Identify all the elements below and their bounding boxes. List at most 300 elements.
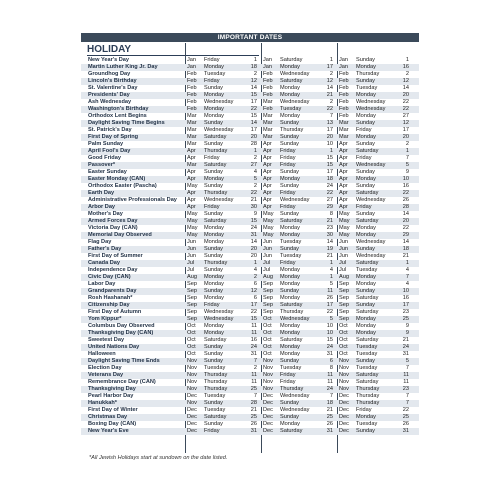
date-weekday: Monday xyxy=(280,421,300,427)
date-weekday: Sunday xyxy=(204,400,223,406)
date-weekday: Friday xyxy=(204,78,220,84)
table-row xyxy=(81,141,419,148)
date-month: Feb xyxy=(339,92,349,98)
holiday-name: Arbor Day xyxy=(88,204,116,210)
date-day: 21 xyxy=(250,407,257,413)
date-month: Apr xyxy=(339,148,348,154)
date-month: Apr xyxy=(187,190,196,196)
date-weekday: Wednesday xyxy=(356,239,386,245)
date-day: 24 xyxy=(250,344,257,350)
table-row xyxy=(81,267,419,274)
date-weekday: Friday xyxy=(280,379,296,385)
date-weekday: Monday xyxy=(280,351,300,357)
date-weekday: Sunday xyxy=(356,288,375,294)
date-weekday: Monday xyxy=(280,295,300,301)
holiday-name: Palm Sunday xyxy=(88,141,124,147)
date-day: 31 xyxy=(326,351,333,357)
date-day: 11 xyxy=(251,379,257,385)
date-day: 20 xyxy=(250,253,257,259)
date-day: 1 xyxy=(329,260,333,266)
date-weekday: Wednesday xyxy=(280,197,310,203)
date-day: 14 xyxy=(402,85,409,91)
date-month: Apr xyxy=(339,162,348,168)
date-day: 15 xyxy=(326,337,333,343)
date-month: Sep xyxy=(187,302,197,308)
holiday-name: Independence Day xyxy=(88,267,138,273)
date-weekday: Monday xyxy=(280,323,300,329)
holiday-name: Christmas Day xyxy=(88,414,128,420)
date-month: Apr xyxy=(263,176,272,182)
holiday-name: Washington's Birthday xyxy=(88,106,149,112)
date-day: 2 xyxy=(253,183,257,189)
date-day: 9 xyxy=(405,169,409,175)
date-month: May xyxy=(339,225,350,231)
date-day: 9 xyxy=(253,211,257,217)
date-weekday: Monday xyxy=(280,267,300,273)
date-day: 26 xyxy=(402,197,409,203)
date-day: 28 xyxy=(250,141,257,147)
date-day: 2 xyxy=(405,71,409,77)
date-weekday: Monday xyxy=(280,225,300,231)
date-day: 7 xyxy=(405,400,409,406)
date-day: 22 xyxy=(250,106,257,112)
date-month: Dec xyxy=(339,407,349,413)
date-month: Apr xyxy=(339,190,348,196)
date-day: 14 xyxy=(402,211,409,217)
date-weekday: Sunday xyxy=(280,288,299,294)
footnote: *All Jewish Holidays start at sundown on the date listed. xyxy=(89,455,228,461)
date-month: Jul xyxy=(263,260,271,266)
date-weekday: Sunday xyxy=(280,400,299,406)
date-day: 25 xyxy=(250,386,257,392)
table-row xyxy=(81,358,419,365)
holiday-name: Labor Day xyxy=(88,281,116,287)
date-month: Jun xyxy=(263,253,273,259)
date-month: Oct xyxy=(187,344,196,350)
date-month: Mar xyxy=(263,120,273,126)
date-day: 4 xyxy=(405,281,409,287)
date-month: Nov xyxy=(187,365,197,371)
date-day: 11 xyxy=(327,288,333,294)
date-day: 22 xyxy=(402,99,409,105)
date-weekday: Monday xyxy=(204,232,224,238)
date-month: Dec xyxy=(187,414,197,420)
date-month: Nov xyxy=(339,372,349,378)
date-month: Sep xyxy=(187,316,197,322)
date-month: May xyxy=(187,183,198,189)
table-row xyxy=(81,337,419,344)
date-weekday: Tuesday xyxy=(356,351,378,357)
holiday-name: Presidents' Day xyxy=(88,92,130,98)
date-weekday: Monday xyxy=(356,92,376,98)
holiday-name: Easter Sunday xyxy=(88,169,127,175)
date-day: 2 xyxy=(253,155,257,161)
date-day: 20 xyxy=(250,246,257,252)
holiday-name: New Year's Day xyxy=(88,57,130,63)
date-weekday: Monday xyxy=(280,344,300,350)
date-month: Sep xyxy=(339,288,349,294)
date-day: 7 xyxy=(329,393,333,399)
holiday-name: Citizenship Day xyxy=(88,302,130,308)
date-month: Jun xyxy=(263,239,273,245)
date-day: 12 xyxy=(326,78,333,84)
table-row xyxy=(81,407,419,414)
date-weekday: Saturday xyxy=(356,309,379,315)
date-month: Dec xyxy=(187,407,197,413)
date-weekday: Friday xyxy=(280,190,296,196)
date-day: 17 xyxy=(326,127,333,133)
date-weekday: Sunday xyxy=(204,169,223,175)
date-weekday: Friday xyxy=(356,204,372,210)
date-day: 2 xyxy=(329,99,333,105)
date-weekday: Wednesday xyxy=(356,99,386,105)
date-month: May xyxy=(339,211,350,217)
date-day: 24 xyxy=(250,225,257,231)
date-weekday: Wednesday xyxy=(280,393,310,399)
date-weekday: Sunday xyxy=(204,358,223,364)
date-day: 29 xyxy=(326,204,333,210)
date-month: Feb xyxy=(187,85,197,91)
date-day: 2 xyxy=(329,71,333,77)
table-row xyxy=(81,330,419,337)
table-row xyxy=(81,400,419,407)
date-day: 18 xyxy=(402,246,409,252)
date-day: 20 xyxy=(402,92,409,98)
date-day: 17 xyxy=(250,302,257,308)
date-weekday: Saturday xyxy=(204,414,227,420)
date-day: 23 xyxy=(326,225,333,231)
date-weekday: Wednesday xyxy=(356,197,386,203)
date-weekday: Thursday xyxy=(204,260,228,266)
date-month: Jun xyxy=(339,253,349,259)
date-weekday: Thursday xyxy=(204,190,228,196)
date-weekday: Sunday xyxy=(356,358,375,364)
table-row xyxy=(81,64,419,71)
date-day: 1 xyxy=(405,260,409,266)
table-row xyxy=(81,428,419,435)
date-day: 4 xyxy=(405,267,409,273)
holiday-name: Rosh Hashanah* xyxy=(88,295,133,301)
holiday-title: HOLIDAY xyxy=(87,44,132,55)
date-month: Mar xyxy=(263,127,273,133)
table-row xyxy=(81,169,419,176)
date-month: Mar xyxy=(263,113,273,119)
date-weekday: Sunday xyxy=(204,246,223,252)
date-weekday: Saturday xyxy=(356,379,379,385)
date-day: 15 xyxy=(250,92,257,98)
date-day: 1 xyxy=(253,148,257,154)
holiday-name: Orthodox Easter (Pascha) xyxy=(88,183,157,189)
date-day: 31 xyxy=(326,428,333,434)
date-month: Feb xyxy=(187,106,197,112)
table-row xyxy=(81,190,419,197)
date-day: 7 xyxy=(253,358,257,364)
holiday-name: Lincoln's Birthday xyxy=(88,78,137,84)
holiday-name: Daylight Saving Time Begins xyxy=(88,120,165,126)
date-weekday: Wednesday xyxy=(280,316,310,322)
date-day: 6 xyxy=(329,358,333,364)
date-day: 24 xyxy=(402,344,409,350)
date-day: 11 xyxy=(403,379,409,385)
date-day: 25 xyxy=(402,316,409,322)
date-day: 2 xyxy=(253,274,257,280)
date-month: Jun xyxy=(263,246,273,252)
table-row xyxy=(81,232,419,239)
date-weekday: Monday xyxy=(356,225,376,231)
date-weekday: Wednesday xyxy=(204,99,234,105)
date-month: Jan xyxy=(263,57,273,63)
date-weekday: Monday xyxy=(356,281,376,287)
holiday-name: Remembrance Day (CAN) xyxy=(88,379,156,385)
holiday-name: Civic Day (CAN) xyxy=(88,274,131,280)
holiday-name: New Year's Eve xyxy=(88,428,129,434)
holiday-name: Groundhog Day xyxy=(88,71,131,77)
date-month: Mar xyxy=(339,127,349,133)
date-month: Feb xyxy=(339,106,349,112)
table-row xyxy=(81,316,419,323)
table-row xyxy=(81,274,419,281)
date-month: Jan xyxy=(339,57,349,63)
date-day: 5 xyxy=(329,316,333,322)
date-month: Feb xyxy=(187,92,197,98)
date-month: Dec xyxy=(339,421,349,427)
date-weekday: Thursday xyxy=(356,71,380,77)
table-row xyxy=(81,120,419,127)
date-month: Dec xyxy=(263,393,273,399)
date-day: 1 xyxy=(405,57,409,63)
date-day: 21 xyxy=(402,253,409,259)
table-row xyxy=(81,197,419,204)
date-weekday: Monday xyxy=(280,92,300,98)
date-month: Feb xyxy=(263,78,273,84)
date-month: Apr xyxy=(187,176,196,182)
date-month: Aug xyxy=(187,274,197,280)
date-day: 29 xyxy=(402,232,409,238)
date-weekday: Thursday xyxy=(356,393,380,399)
date-day: 11 xyxy=(327,379,333,385)
date-weekday: Friday xyxy=(204,155,220,161)
table-row xyxy=(81,176,419,183)
date-weekday: Saturday xyxy=(356,218,379,224)
date-day: 10 xyxy=(326,323,333,329)
date-month: Jan xyxy=(263,64,273,70)
date-weekday: Tuesday xyxy=(356,267,378,273)
holiday-name: Sweetest Day xyxy=(88,337,125,343)
date-day: 2 xyxy=(253,71,257,77)
date-month: Sep xyxy=(339,309,349,315)
date-month: Nov xyxy=(263,379,273,385)
date-weekday: Thursday xyxy=(356,400,380,406)
date-day: 2 xyxy=(253,365,257,371)
date-weekday: Monday xyxy=(204,330,224,336)
date-month: Apr xyxy=(263,204,272,210)
date-day: 25 xyxy=(250,414,257,420)
date-month: Mar xyxy=(339,120,349,126)
date-day: 16 xyxy=(250,337,257,343)
date-day: 22 xyxy=(402,407,409,413)
date-weekday: Friday xyxy=(280,260,296,266)
holiday-name: Halloween xyxy=(88,351,116,357)
table-row xyxy=(81,225,419,232)
holiday-name: St. Valentine's Day xyxy=(88,85,138,91)
date-weekday: Monday xyxy=(204,323,224,329)
date-month: Nov xyxy=(187,386,197,392)
holiday-name: Veterans Day xyxy=(88,372,124,378)
date-day: 21 xyxy=(326,218,333,224)
date-day: 26 xyxy=(402,421,409,427)
date-month: Apr xyxy=(339,183,348,189)
date-weekday: Tuesday xyxy=(204,365,226,371)
table-row xyxy=(81,239,419,246)
date-weekday: Thursday xyxy=(204,386,228,392)
date-day: 30 xyxy=(250,204,257,210)
holiday-name: First Day of Winter xyxy=(88,407,138,413)
date-day: 22 xyxy=(250,190,257,196)
date-month: Mar xyxy=(187,134,197,140)
date-month: Jan xyxy=(187,57,197,63)
date-weekday: Tuesday xyxy=(204,407,226,413)
date-day: 18 xyxy=(326,176,333,182)
date-month: Apr xyxy=(263,155,272,161)
date-weekday: Friday xyxy=(356,407,372,413)
date-month: Oct xyxy=(339,344,348,350)
date-day: 27 xyxy=(402,113,409,119)
date-weekday: Wednesday xyxy=(204,127,234,133)
date-day: 9 xyxy=(405,330,409,336)
date-month: Nov xyxy=(187,400,197,406)
date-day: 22 xyxy=(402,106,409,112)
date-day: 7 xyxy=(405,393,409,399)
important-dates-sheet xyxy=(81,33,419,464)
date-day: 26 xyxy=(326,295,333,301)
date-month: Jun xyxy=(187,239,197,245)
date-weekday: Saturday xyxy=(280,428,303,434)
date-month: Apr xyxy=(187,197,196,203)
date-weekday: Monday xyxy=(280,281,300,287)
date-day: 4 xyxy=(329,267,333,273)
table-row xyxy=(81,99,419,106)
date-weekday: Monday xyxy=(280,330,300,336)
date-day: 14 xyxy=(326,85,333,91)
date-weekday: Sunday xyxy=(356,141,375,147)
date-day: 16 xyxy=(402,295,409,301)
date-month: Feb xyxy=(339,113,349,119)
date-weekday: Monday xyxy=(204,239,224,245)
date-month: Sep xyxy=(263,295,273,301)
date-day: 11 xyxy=(251,372,257,378)
date-weekday: Saturday xyxy=(356,260,379,266)
holiday-name: Orthodox Lent Begins xyxy=(88,113,147,119)
date-day: 10 xyxy=(402,288,409,294)
date-weekday: Friday xyxy=(204,204,220,210)
date-weekday: Sunday xyxy=(356,302,375,308)
date-month: May xyxy=(263,225,274,231)
date-month: Feb xyxy=(263,85,273,91)
date-weekday: Saturday xyxy=(356,148,379,154)
date-month: Sep xyxy=(263,309,273,315)
date-day: 1 xyxy=(253,57,257,63)
date-day: 8 xyxy=(329,211,333,217)
date-weekday: Monday xyxy=(356,113,376,119)
table-row xyxy=(81,78,419,85)
date-day: 24 xyxy=(326,386,333,392)
holiday-name: Good Friday xyxy=(88,155,121,161)
date-weekday: Sunday xyxy=(356,169,375,175)
table-row xyxy=(81,323,419,330)
holiday-name: Boxing Day (CAN) xyxy=(88,421,137,427)
date-month: Oct xyxy=(187,330,196,336)
date-month: Mar xyxy=(187,127,197,133)
date-weekday: Monday xyxy=(356,134,376,140)
date-month: Nov xyxy=(187,379,197,385)
date-weekday: Sunday xyxy=(204,211,223,217)
date-month: Dec xyxy=(339,400,349,406)
holiday-name: Father's Day xyxy=(88,246,122,252)
date-weekday: Saturday xyxy=(204,134,227,140)
date-month: Oct xyxy=(263,351,272,357)
date-month: Nov xyxy=(263,372,273,378)
date-weekday: Sunday xyxy=(356,428,375,434)
table-row xyxy=(81,106,419,113)
date-weekday: Friday xyxy=(356,127,372,133)
date-month: Apr xyxy=(339,155,348,161)
table-row xyxy=(81,127,419,134)
date-month: Nov xyxy=(339,386,349,392)
date-month: Feb xyxy=(263,92,273,98)
date-day: 23 xyxy=(402,309,409,315)
date-day: 21 xyxy=(250,197,257,203)
date-day: 17 xyxy=(326,169,333,175)
date-month: Dec xyxy=(187,421,197,427)
date-day: 5 xyxy=(253,176,257,182)
date-weekday: Saturday xyxy=(204,337,227,343)
date-month: Apr xyxy=(263,162,272,168)
date-month: Oct xyxy=(263,316,272,322)
date-weekday: Saturday xyxy=(280,78,303,84)
date-weekday: Sunday xyxy=(356,183,375,189)
date-weekday: Wednesday xyxy=(356,253,386,259)
date-month: May xyxy=(339,232,350,238)
date-weekday: Sunday xyxy=(204,351,223,357)
table-row xyxy=(81,421,419,428)
date-day: 1 xyxy=(329,274,333,280)
table-row xyxy=(81,393,419,400)
date-month: Sep xyxy=(339,316,349,322)
date-month: Sep xyxy=(187,281,197,287)
date-day: 7 xyxy=(405,365,409,371)
table-row xyxy=(81,183,419,190)
date-day: 5 xyxy=(329,281,333,287)
date-weekday: Saturday xyxy=(356,190,379,196)
table-row xyxy=(81,246,419,253)
date-day: 5 xyxy=(405,358,409,364)
date-month: Apr xyxy=(263,190,272,196)
date-month: Sep xyxy=(263,288,273,294)
date-weekday: Sunday xyxy=(204,120,223,126)
table-row xyxy=(81,155,419,162)
date-month: Jun xyxy=(187,246,197,252)
date-month: Sep xyxy=(187,309,197,315)
date-day: 10 xyxy=(402,176,409,182)
date-weekday: Sunday xyxy=(280,183,299,189)
date-day: 31 xyxy=(250,232,257,238)
holiday-name: Yom Kippur* xyxy=(88,316,122,322)
table-row xyxy=(81,386,419,393)
holiday-name: St. Patrick's Day xyxy=(88,127,132,133)
date-day: 24 xyxy=(326,344,333,350)
date-weekday: Sunday xyxy=(280,134,299,140)
date-month: Dec xyxy=(263,421,273,427)
